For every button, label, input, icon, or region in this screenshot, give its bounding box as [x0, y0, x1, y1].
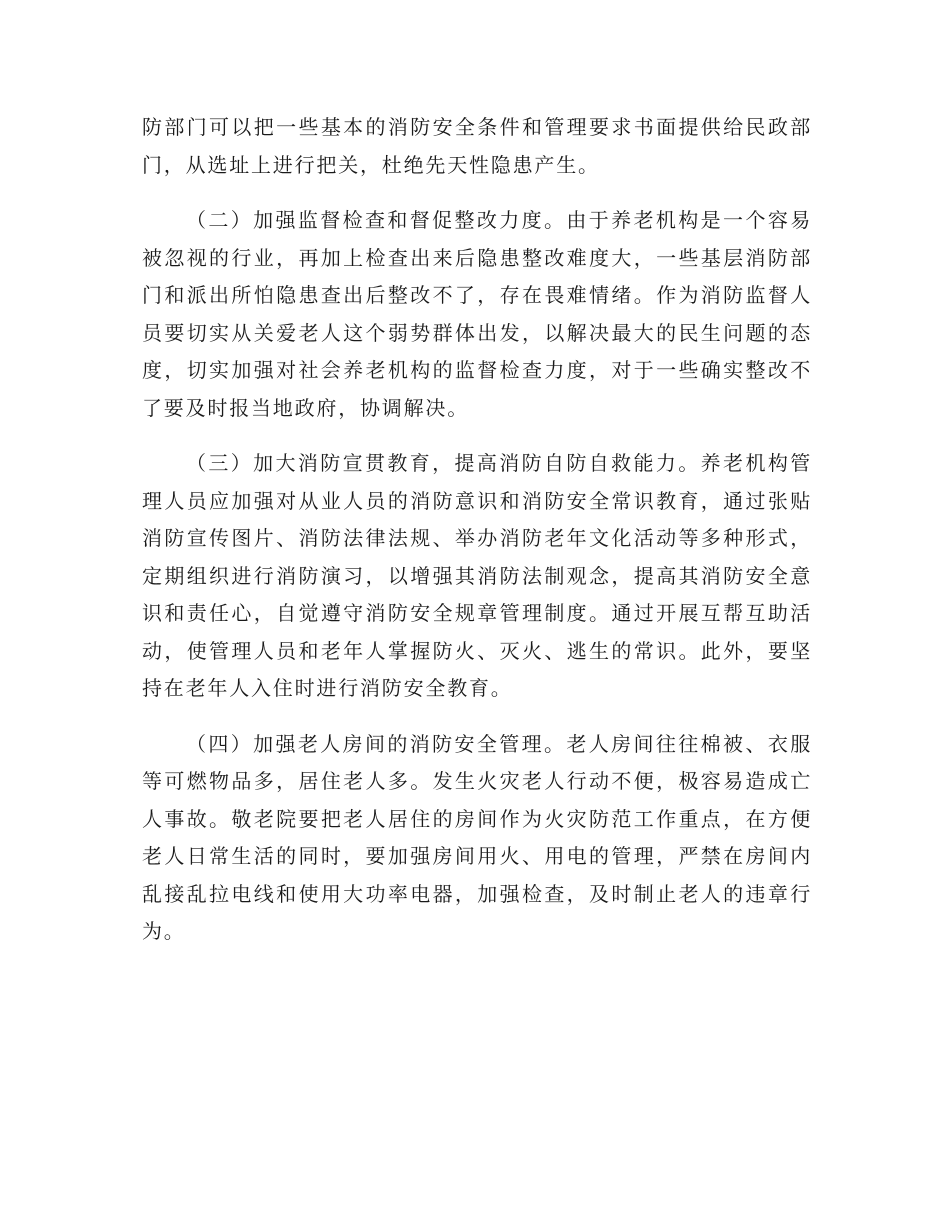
paragraph-gap	[142, 184, 812, 202]
paragraph-gap	[142, 708, 812, 726]
paragraph-section-4: （四）加强老人房间的消防安全管理。老人房间往往棉被、衣服等可燃物品多，居住老人多。发生火灾老人行动不便，极容易造成亡人事故。敬老院要把老人居住的房间作为火灾防范工作重点，在方便老人日常生活的同时，要加强房间用火、用电的管理，严禁在房间内乱接乱拉电线和使用大功率电器，加强检查，及时制止老人的违章行为。	[142, 731, 812, 943]
document-page	[142, 109, 812, 951]
paragraph-section-2: （二）加强监督检查和督促整改力度。由于养老机构是一个容易被忽视的行业，再加上检查出来后隐患整改难度大，一些基层消防部门和派出所怕隐患查出后整改不了，存在畏难情绪。作为消防监督人员要切实从关爱老人这个弱势群体出发，以解决最大的民生问题的态度，切实加强对社会养老机构的监督检查力度，对于一些确实整改不了要及时报当地政府，协调解决。	[142, 208, 812, 420]
paragraph-continued: 防部门可以把一些基本的消防安全条件和管理要求书面提供给民政部门，从选址上进行把关，杜绝先天性隐患产生。	[142, 115, 812, 177]
paragraph-gap	[142, 427, 812, 445]
paragraph-section-3: （三）加大消防宣贯教育，提高消防自防自救能力。养老机构管理人员应加强对从业人员的消防意识和消防安全常识教育，通过张贴消防宣传图片、消防法律法规、举办消防老年文化活动等多种形式，定期组织进行消防演习，以增强其消防法制观念，提高其消防安全意识和责任心，自觉遵守消防安全规章管理制度。通过开展互帮互助活动，使管理人员和老年人掌握防火、灭火、逃生的常识。此外，要坚持在老年人入住时进行消防安全教育。	[142, 451, 812, 700]
